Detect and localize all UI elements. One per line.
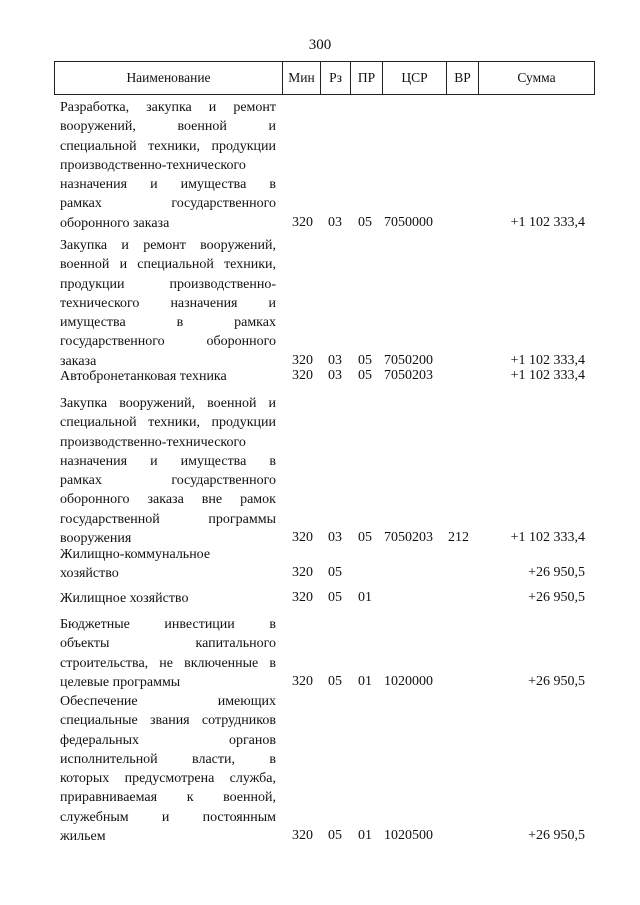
row-csr: 1020500	[384, 828, 433, 844]
name-word: закупка	[146, 100, 192, 115]
header-name: Наименование	[55, 62, 283, 94]
row-name	[60, 394, 276, 548]
name-word: к	[186, 790, 194, 806]
name-word: целевые программы	[60, 674, 181, 690]
name-word: военной	[207, 396, 257, 411]
name-word: назначения	[170, 295, 238, 311]
name-line	[60, 332, 276, 351]
name-word: техники,	[148, 138, 201, 154]
name-line	[60, 827, 276, 846]
name-line	[60, 175, 276, 194]
row-csr: 7050200	[384, 352, 433, 368]
name-word: предусмотрена	[124, 771, 215, 787]
name-line	[60, 471, 276, 490]
row-rz: 05	[328, 590, 342, 605]
header-min: Мин	[283, 62, 321, 94]
row-sum: +1 102 333,4	[510, 530, 585, 546]
row-pr: 05	[358, 352, 372, 368]
row-sum: +26 950,5	[528, 590, 585, 605]
name-word: федеральных	[60, 732, 140, 748]
name-line	[60, 452, 276, 471]
row-name	[60, 367, 276, 386]
name-word: производственно-технического	[60, 157, 246, 173]
name-word: и	[268, 396, 276, 411]
name-word: Бюджетные	[60, 617, 130, 632]
name-word: капитального	[195, 636, 276, 652]
name-word: которых	[60, 771, 110, 787]
row-min: 320	[292, 214, 313, 230]
name-word: оборонного заказа	[60, 215, 170, 231]
name-word: имущества	[180, 453, 247, 469]
row-min: 320	[292, 828, 313, 844]
row-rz: 03	[328, 368, 342, 383]
name-line	[60, 788, 276, 807]
name-word: и	[268, 119, 276, 135]
row-csr: 7050203	[384, 368, 433, 383]
name-word: оборонного	[60, 492, 130, 508]
name-word: вооружений,	[200, 238, 276, 253]
name-line	[60, 490, 276, 509]
name-line	[60, 236, 276, 255]
name-word: в	[269, 617, 276, 632]
name-word: производственно-технического	[60, 434, 246, 450]
name-word: государственного	[171, 473, 276, 489]
row-csr: 7050000	[384, 214, 433, 230]
row-pr: 05	[358, 530, 372, 546]
name-word: техники,	[148, 415, 201, 431]
name-word: сотрудников	[201, 713, 276, 729]
name-line	[60, 808, 276, 827]
row-min: 320	[292, 565, 313, 581]
name-word: Жилищно-коммунальное	[60, 547, 211, 562]
name-word: Автобронетанковая техника	[60, 369, 227, 384]
name-word: в	[269, 655, 276, 671]
name-line	[60, 275, 276, 294]
row-min: 320	[292, 673, 313, 689]
table-header	[54, 61, 595, 95]
name-line	[60, 413, 276, 432]
name-line	[60, 692, 276, 711]
name-word: технического	[60, 295, 140, 311]
name-word: производственно-	[169, 276, 276, 292]
name-line	[60, 313, 276, 332]
name-word: хозяйство	[60, 566, 119, 582]
name-word: программы	[208, 511, 276, 527]
name-word: исполнительной	[60, 751, 158, 767]
name-line	[60, 117, 276, 136]
name-line	[60, 394, 276, 413]
name-word: Закупка	[60, 396, 108, 411]
name-word: и	[150, 453, 158, 469]
header-rz: Рз	[321, 62, 351, 94]
row-min: 320	[292, 530, 313, 546]
name-line	[60, 750, 276, 769]
name-line	[60, 255, 276, 274]
name-word: назначения	[60, 177, 128, 193]
row-sum: +1 102 333,4	[510, 368, 585, 383]
name-word: имеющих	[217, 694, 276, 709]
name-word: имущества	[60, 315, 126, 331]
name-word: продукции	[211, 415, 276, 431]
name-word: и	[121, 238, 129, 253]
name-word: продукции	[60, 276, 125, 292]
name-word: и	[268, 295, 276, 311]
row-name	[60, 615, 276, 692]
name-word: жильем	[60, 829, 106, 845]
name-word: Закупка	[60, 238, 108, 253]
name-word: вооружений,	[119, 396, 196, 411]
name-word: рамок	[240, 492, 276, 508]
name-word: техники,	[224, 257, 276, 273]
name-word: специальной	[137, 257, 214, 273]
row-sum: +26 950,5	[528, 565, 585, 581]
row-sum: +1 102 333,4	[510, 352, 585, 368]
name-word: органов	[228, 732, 276, 748]
row-rz: 03	[328, 530, 342, 546]
name-word: приравниваемая	[60, 790, 158, 806]
row-rz: 03	[328, 352, 342, 368]
name-word: рамках	[60, 196, 102, 212]
row-pr: 01	[358, 673, 372, 689]
name-word: специальные	[60, 713, 138, 729]
name-line	[60, 545, 276, 564]
name-word: в	[269, 751, 276, 767]
name-word: строительства,	[60, 655, 149, 671]
row-sum: +26 950,5	[528, 673, 585, 689]
row-pr: 05	[358, 368, 372, 383]
name-word: в	[176, 315, 184, 331]
name-word: имущества	[180, 177, 247, 193]
name-line	[60, 769, 276, 788]
name-word: специальной	[60, 415, 137, 431]
name-word: военной	[60, 257, 110, 273]
header-csr: ЦСР	[383, 62, 447, 94]
name-line	[60, 564, 276, 583]
row-name	[60, 236, 276, 371]
name-word: и	[150, 177, 158, 193]
name-word: включенные	[184, 655, 259, 671]
header-sum: Сумма	[517, 70, 556, 85]
name-word: и	[208, 100, 217, 115]
row-name	[60, 692, 276, 846]
name-word: назначения	[60, 453, 128, 469]
name-line	[60, 654, 276, 673]
name-line	[60, 156, 276, 175]
name-word: военной	[177, 119, 227, 135]
name-word: государственного	[60, 334, 165, 350]
row-rz: 03	[328, 214, 342, 230]
name-line	[60, 98, 276, 117]
row-pr: 05	[358, 214, 372, 230]
name-word: власти,	[192, 751, 235, 767]
name-word: не	[159, 655, 173, 671]
name-word: звания	[150, 713, 190, 729]
name-word: заказа	[147, 492, 184, 508]
row-rz: 05	[328, 565, 342, 581]
name-line	[60, 589, 276, 608]
row-pr: 01	[358, 828, 372, 844]
name-word: инвестиции	[164, 617, 235, 632]
name-word: в	[269, 453, 276, 469]
name-word: и	[161, 809, 170, 825]
row-rz: 05	[328, 673, 342, 689]
name-word: оборонного	[206, 334, 276, 350]
page-number: 300	[308, 37, 332, 53]
header-pr: ПР	[351, 62, 383, 94]
header-vr: ВР	[447, 62, 479, 94]
name-word: рамках	[234, 315, 276, 331]
name-line	[60, 615, 276, 634]
name-line	[60, 194, 276, 213]
name-line	[60, 510, 276, 529]
name-word: вне	[201, 492, 223, 508]
name-line	[60, 673, 276, 692]
name-word: служба,	[229, 771, 276, 787]
name-word: в	[269, 177, 276, 193]
name-line	[60, 711, 276, 730]
row-min: 320	[292, 590, 313, 605]
name-word: продукции	[211, 138, 276, 154]
name-word: ремонт	[143, 238, 186, 253]
name-line	[60, 634, 276, 653]
name-line	[60, 433, 276, 452]
name-word: служебным	[60, 809, 129, 825]
name-word: объекты	[60, 636, 110, 652]
name-word: Жилищное хозяйство	[60, 591, 189, 606]
name-word: военной,	[223, 790, 276, 806]
row-csr: 7050203	[384, 530, 433, 546]
name-word: Обеспечение	[60, 694, 138, 709]
name-word: специальной	[60, 138, 137, 154]
row-rz: 05	[328, 828, 342, 844]
name-line	[60, 367, 276, 386]
row-pr: 01	[358, 590, 372, 605]
name-word: заказа	[60, 353, 97, 369]
name-word: постоянным	[202, 809, 276, 825]
name-word: вооружения	[60, 531, 132, 547]
name-word: Разработка,	[60, 100, 130, 115]
row-name	[60, 545, 276, 584]
name-line	[60, 214, 276, 233]
row-min: 320	[292, 368, 313, 383]
name-word: государственного	[171, 196, 276, 212]
name-word: вооружений,	[60, 119, 136, 135]
name-word: и	[119, 257, 128, 273]
name-line	[60, 137, 276, 156]
row-sum: +1 102 333,4	[510, 214, 585, 230]
row-min: 320	[292, 352, 313, 368]
row-name	[60, 98, 276, 233]
row-csr: 1020000	[384, 673, 433, 689]
row-name	[60, 589, 276, 608]
name-line	[60, 731, 276, 750]
row-vr: 212	[448, 530, 469, 546]
name-word: государственной	[60, 511, 160, 527]
name-line	[60, 294, 276, 313]
row-sum: +26 950,5	[528, 828, 585, 844]
name-word: ремонт	[233, 100, 276, 115]
name-word: рамках	[60, 473, 102, 489]
